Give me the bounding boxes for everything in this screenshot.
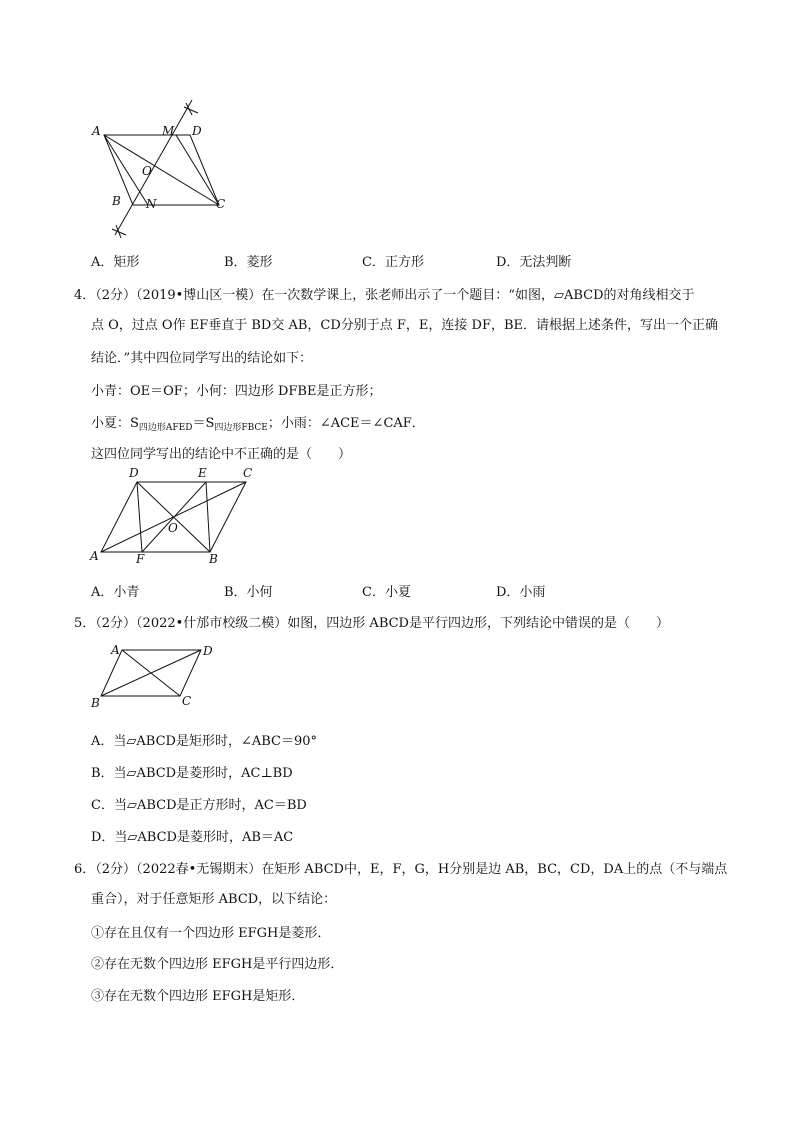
- q5-option-a[interactable]: A．当▱ABCD是矩形时，∠ABC＝90°: [91, 734, 318, 749]
- label-B: B: [112, 194, 121, 208]
- label-C: C: [182, 694, 192, 708]
- q4-question: 这四位同学写出的结论中不正确的是（ ）: [91, 447, 352, 462]
- q4-stem-line3: 结论．”其中四位同学写出的结论如下：: [91, 351, 313, 366]
- label-C: C: [243, 466, 253, 480]
- q3-option-d[interactable]: D．无法判断: [496, 255, 572, 270]
- label-D: D: [192, 124, 202, 138]
- q6-item-1: ①存在且仅有一个四边形 EFGH是菱形．: [91, 926, 331, 941]
- q4-option-b[interactable]: B．小何: [224, 585, 273, 600]
- q3-option-b[interactable]: B．菱形: [224, 255, 273, 270]
- q4-answer-xiaoxia-xiaoyu: 小夏：$S_{四边形AFED}=S_{四边形FBCE}$；小雨：∠ACE＝∠CAF．: [91, 416, 425, 433]
- q6-stem-line1: 6．（2分）（2022春•无锡期末）在矩形 ABCD中，E，F，G，H分别是边 AB，BC，CD，DA上的点（不与端点: [74, 862, 728, 877]
- label-D: D: [203, 644, 213, 658]
- label-D: D: [129, 466, 139, 480]
- q4-option-a[interactable]: A．小青: [91, 585, 140, 600]
- q3-option-a[interactable]: A．矩形: [91, 255, 140, 270]
- figure-rhombus-construction: [88, 95, 238, 245]
- q6-stem-line2: 重合），对于任意矩形 ABCD，以下结论：: [91, 892, 337, 907]
- figure-parallelogram-abcd: [86, 640, 226, 710]
- q4-option-c[interactable]: C．小夏: [362, 585, 411, 600]
- q4-answer-xiaoqing-xiaohe: 小青：OE＝OF；小何：四边形 DFBE是正方形；: [91, 384, 382, 399]
- q4-stem-line1: 4．（2分）（2019•博山区一模）在一次数学课上，张老师出示了一个题目：“如图，▱ABCD的对角线相交于: [74, 288, 695, 303]
- q6-item-3: ③存在无数个四边形 EFGH是矩形．: [91, 989, 305, 1004]
- q4-option-d[interactable]: D．小雨: [496, 585, 546, 600]
- q6-item-2: ②存在无数个四边形 EFGH是平行四边形．: [91, 957, 344, 972]
- q3-option-c[interactable]: C．正方形: [362, 255, 424, 270]
- label-N: N: [146, 197, 157, 211]
- q5-option-c[interactable]: C．当▱ABCD是正方形时，AC＝BD: [91, 798, 307, 813]
- q5-option-d[interactable]: D．当▱ABCD是菱形时，AB＝AC: [91, 830, 294, 845]
- label-B: B: [209, 552, 218, 566]
- label-C: C: [216, 197, 226, 211]
- label-F: F: [136, 552, 145, 566]
- label-E: E: [198, 466, 207, 480]
- label-M: M: [162, 124, 175, 138]
- label-B: B: [91, 696, 100, 710]
- figure-parallelogram-abcd-ef: [88, 462, 258, 572]
- q5-option-b[interactable]: B．当▱ABCD是菱形时，AC⊥BD: [91, 766, 293, 781]
- q4-stem-line2: 点 O，过点 O作 EF垂直于 BD交 AB，CD分别于点 F，E，连接 DF，BE．请根据上述条件，写出一个正确: [91, 318, 719, 333]
- q5-stem: 5．（2分）（2022•什邡市校级二模）如图，四边形 ABCD是平行四边形，下列结论中错误的是（ ）: [74, 616, 669, 631]
- label-O: O: [168, 521, 178, 535]
- label-A: A: [92, 124, 101, 138]
- label-O: O: [142, 164, 152, 178]
- label-A: A: [90, 549, 99, 563]
- label-A: A: [111, 643, 120, 657]
